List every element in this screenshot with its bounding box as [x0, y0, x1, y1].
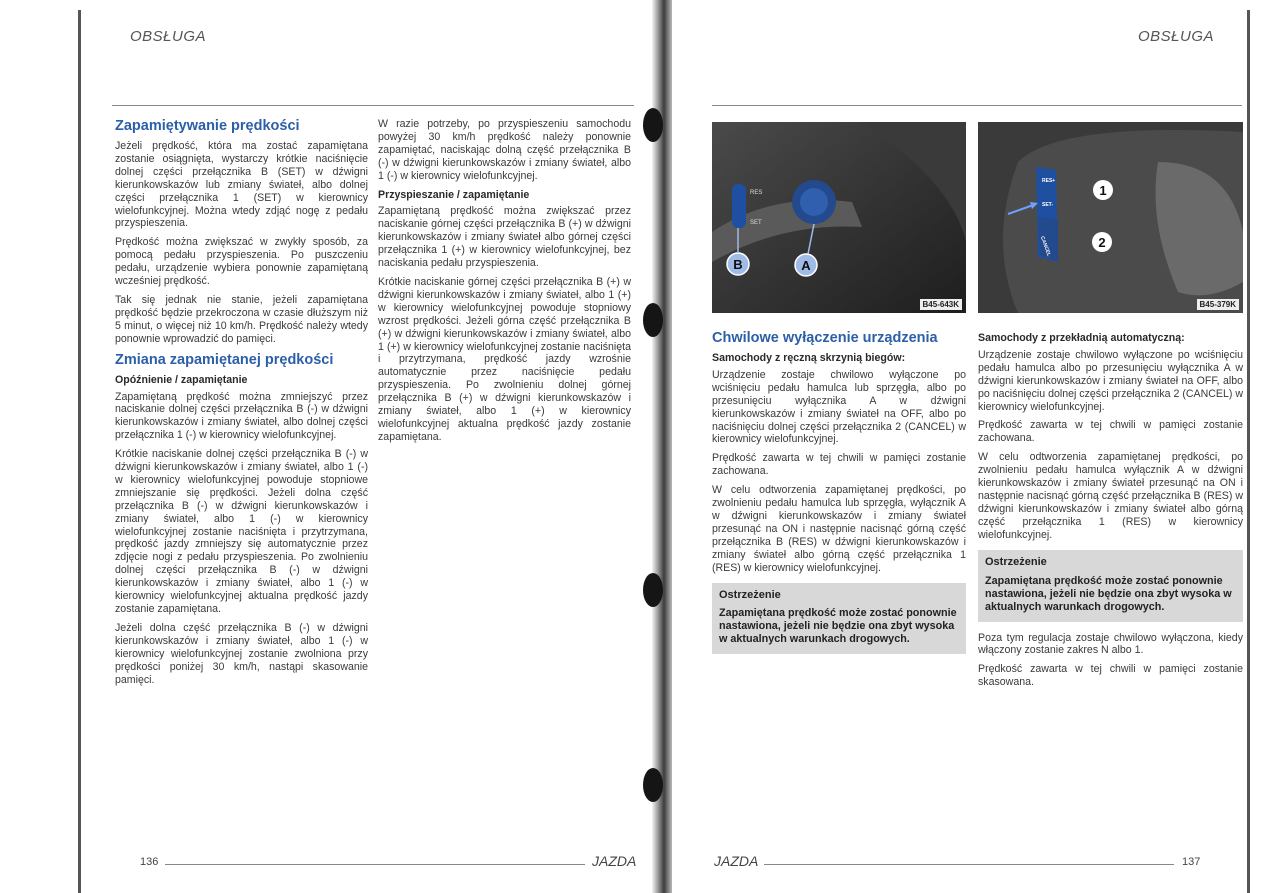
- warning-title: Ostrzeżenie: [985, 555, 1047, 568]
- page-number-left: 136: [140, 856, 159, 868]
- warning-title: Ostrzeżenie: [719, 588, 781, 601]
- paragraph: Jeżeli dolna część przełącznika B (-) w dźwigni kierunkowskazów i zmiany świateł, albo 1 (-) w kierownicy wielofunkcyjnej zostanie zwolniona przy prędkości poniżej 30 km/h, nastąpi skasowanie pamięci.: [115, 621, 368, 686]
- paragraph: Krótkie naciskanie górnej części przełącznika B (+) w dźwigni kierunkowskazów i zmiany świateł, albo 1 (+) w kierownicy wielofunkcyjnej powoduje stopniowy wzrost prędkości. Jeżeli górna część przełącznika B (+) w dźwigni kierunkowskazów i zmiany świateł, albo 1 (+) w kierownicy wielofunkcyjnej zostanie naciśnięta i przytrzymana, prędkość jazdy wzrośnie automatycznie przez naciśnięcie pedału przyspieszenia. Po zwolnieniu dolnej górnej przełącznika B (+) w dźwigni kierunkowskazów i zmiany świateł, albo 1 (+) w kierownicy wielofunkcyjnej aktualna prędkość jazdy zostanie zapamiętana.: [378, 275, 631, 443]
- paragraph: Prędkość zawarta w tej chwili w pamięci zostanie zachowana.: [978, 419, 1243, 445]
- paragraph: Urządzenie zostaje chwilowo wyłączone po wciśnięciu pedału hamulca lub sprzęgła, albo po przesunięciu wyłącznika A w dźwigni kierunkowskazów i zmiany świateł na OFF, albo po naciśnięciu dolnej części przełącznika 2 (CANCEL) w kierownicy wielofunkcyjnej.: [712, 368, 966, 446]
- subheading-delay: Opóźnienie / zapamiętanie: [115, 373, 248, 386]
- heading-store-speed: Zapamiętywanie prędkości: [115, 118, 300, 134]
- callout-1: 1: [1099, 183, 1107, 198]
- callout-2: 2: [1098, 235, 1106, 250]
- left-column-1: [115, 118, 368, 692]
- header-rule: [112, 105, 634, 106]
- right-column-1: [712, 330, 966, 654]
- binding-hole: [643, 108, 663, 142]
- footer-section-right: JAZDA: [714, 853, 759, 869]
- figure-code: B45-643K: [920, 299, 962, 310]
- paragraph: Prędkość zawarta w tej chwili w pamięci zostanie zachowana.: [712, 452, 966, 478]
- binding-hole: [643, 768, 663, 802]
- footer-section-left: JAZDA: [592, 853, 637, 869]
- callout-b: B: [733, 257, 743, 272]
- subheading-accelerate: Przyspieszanie / zapamiętanie: [378, 188, 530, 201]
- left-header: OBSŁUGA: [130, 28, 207, 45]
- callout-a: A: [801, 258, 811, 273]
- subheading-automatic: Samochody z przekładnią automatyczną:: [978, 332, 1185, 344]
- page-edge: [1247, 10, 1250, 893]
- right-column-2: [978, 332, 1243, 695]
- paragraph: Zapamiętaną prędkość można zwiększać przez naciskanie górnej części przełącznika B (+) w dźwigni kierunkowskazów i zmiany świateł albo górnej części przełącznika 1 (+) w kierownicy wielofunkcyjnej, bez naciskania pedału przyspieszenia.: [378, 205, 631, 270]
- warning-box: [978, 550, 1243, 622]
- paragraph: W celu odtworzenia zapamiętanej prędkości, po zwolnieniu pedału hamulca lub sprzęgła, wyłącznik A w dźwigni kierunkowskazów i zmiany świateł przesunąć na ON i następnie nacisnąć górną część przełącznika B (RES) w dźwigni kierunkowskazów i zmiany świateł albo górną część przełącznika 1 (RES) w kierownicy wielofunkcyjnej.: [712, 484, 966, 574]
- subheading-manual: Samochody z ręczną skrzynią biegów:: [712, 352, 906, 364]
- footer-rule: [764, 864, 1174, 865]
- paragraph: Zapamiętaną prędkość można zmniejszyć przez naciskanie dolnej części przełącznika B (-) w dźwigni kierunkowskazów i zmiany świateł, albo dolnej części przełącznika 1 (-) w kierownicy wielofunkcyjnej.: [115, 390, 368, 442]
- footer-rule: [165, 864, 585, 865]
- paragraph: Prędkość zawarta w tej chwili w pamięci zostanie skasowana.: [978, 663, 1243, 689]
- paragraph: W celu odtworzenia zapamiętanej prędkości, po zwolnieniu pedału hamulca wyłącznik A w dźwigni kierunkowskazów i zmiany świateł przesunąć na ON i następnie nacisnąć górną część przełącznika B (RES) w dźwigni kierunkowskazów i zmiany świateł albo górną część przełącznika 1 (RES) w kierownicy wielofunkcyjnej.: [978, 451, 1243, 541]
- warning-box: [712, 583, 966, 655]
- warning-body: Zapamiętana prędkość może zostać ponownie nastawiona, jeżeli nie będzie ona zbyt wysoka w aktualnych warunkach drogowych.: [985, 574, 1232, 613]
- header-rule: [712, 105, 1242, 106]
- paragraph: Tak się jednak nie stanie, jeżeli zapamiętana prędkość będzie przekroczona w czasie dłuższym niż 5 minut, o więcej niż 10 km/h. Prędkość należy wtedy ponownie wprowadzić do pamięci.: [115, 293, 368, 345]
- right-page: [672, 0, 1263, 893]
- heading-change-speed: Zmiana zapamiętanej prędkości: [115, 351, 334, 368]
- paragraph: Urządzenie zostaje chwilowo wyłączone po wciśnięciu pedału hamulca albo po przesunięciu wyłącznika A w dźwigni kierunkowskazów i zmiany świateł na OFF, albo po naciśnięciu dolnej części przełącznika 2 (CANCEL) w kierownicy wielofunkcyjnej.: [978, 348, 1243, 413]
- page-edge: [78, 10, 81, 893]
- stalk-res-label: RES: [750, 190, 763, 196]
- wheel-set-label: SET-: [1042, 202, 1054, 208]
- wheel-res-label: RES+: [1042, 178, 1056, 184]
- left-column-2: [378, 118, 631, 450]
- stalk-set-label: SET: [750, 220, 762, 226]
- figure-code: B45-379K: [1197, 299, 1239, 310]
- wheel-cancel-label: CANCEL: [1038, 235, 1052, 258]
- page-number-right: 137: [1182, 856, 1201, 868]
- figure-steering-wheel: [978, 122, 1243, 313]
- paragraph: Jeżeli prędkość, która ma zostać zapamiętana zostanie osiągnięta, wystarczy krótkie naciśnięcie dolnej części przełącznika B (SET) w dźwigni kierunkowskazów lub zmiany świateł, albo dolnej części przełącznika 1 (SET) w kierownicy wielofunkcyjnej. Można wtedy zdjąć nogę z pedału przyspieszenia.: [115, 140, 368, 230]
- heading-temporary-off: Chwilowe wyłączenie urządzenia: [712, 330, 938, 346]
- paragraph: Prędkość można zwiększać w zwykły sposób, za pomocą pedału przyspieszenia. Po puszczeniu pedału, urządzenie wybiera ponownie zapamiętaną wcześniej prędkość.: [115, 236, 368, 288]
- figure-stalk: [712, 122, 966, 313]
- paragraph: W razie potrzeby, po przyspieszeniu samochodu powyżej 30 km/h prędkość należy ponownie zapamiętać, naciskając dolną część przełącznika B (-) w dźwigni kierunkowskazów i zmiany świateł, albo 1 (-) w kierownicy wielofunkcyjnej.: [378, 118, 631, 182]
- warning-body: Zapamiętana prędkość może zostać ponownie nastawiona, jeżeli nie będzie ona zbyt wysoka w aktualnych warunkach drogowych.: [719, 607, 957, 646]
- paragraph: Poza tym regulacja zostaje chwilowo wyłączona, kiedy włączony zostanie zakres N albo 1.: [978, 631, 1243, 657]
- binding-hole: [643, 303, 663, 337]
- binding-hole: [643, 573, 663, 607]
- paragraph: Krótkie naciskanie dolnej części przełącznika B (-) w dźwigni kierunkowskazów i zmiany świateł, albo 1 (-) w kierownicy wielofunkcyjnej powoduje stopniowe zmniejszanie się prędkości. Jeżeli dolna część przełącznika B (-) w dźwigni kierunkowskazów i zmiany świateł, albo 1 (-) w kierownicy wielofunkcyjnej zostanie naciśnięta i przytrzymana, prędkość jazdy zmniejszy się automatycznie przez zdjęcie nogi z pedału przyspieszenia. Po zwolnieniu dolnej części przełącznika B (-) w dźwigni kierunkowskazów i zmiany świateł, albo 1 (-) w kierownicy wielofunkcyjnej aktualna prędkość jazdy zostanie zapamiętana.: [115, 448, 368, 615]
- right-header: OBSŁUGA: [1138, 28, 1215, 45]
